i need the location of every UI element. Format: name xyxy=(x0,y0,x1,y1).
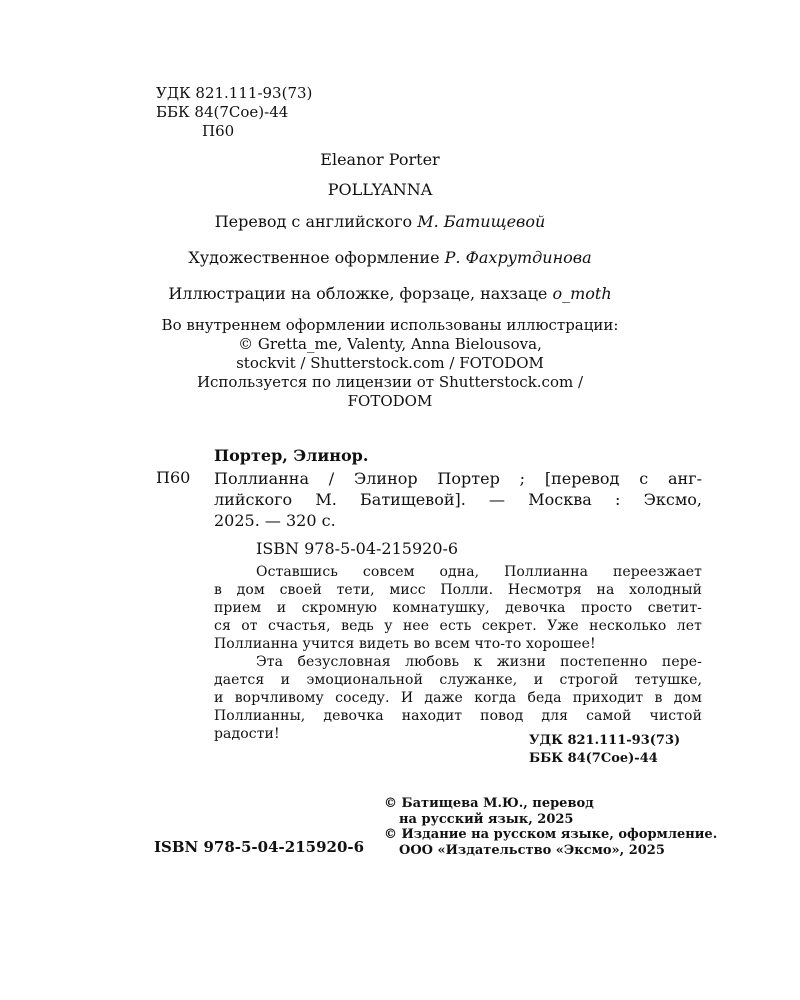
cover-illustrator-name: o_moth xyxy=(552,284,612,303)
catalog-description-line: лийского М. Батищевой]. — Москва : Эксмо, xyxy=(214,490,702,509)
annotation-line: Поллианны, девочка находит повод для самой чистой xyxy=(214,708,702,724)
annotation-line: Эта безусловная любовь к жизни постепенно пере- xyxy=(256,654,702,670)
annotation-line: и ворчливому соседу. И даже когда беда приходит в дом xyxy=(214,690,702,706)
translation-prefix: Перевод с английского xyxy=(214,212,413,231)
annotation-line: радости! xyxy=(214,726,280,742)
inner-illustrations-line: FOTODOM xyxy=(347,392,433,410)
footer-isbn: ISBN 978-5-04-215920-6 xyxy=(154,838,365,856)
annotation-line: прием и скромную комнатушку, девочка просто светит- xyxy=(214,600,702,616)
art-designer-name: Р. Фахрутдинова xyxy=(444,248,592,267)
annotation-line: в дом своей тети, мисс Полли. Несмотря на холодный xyxy=(214,582,702,598)
original-title: POLLYANNA xyxy=(327,180,433,199)
art-design-prefix: Художественное оформление xyxy=(188,248,440,267)
inner-illustrations-line: Во внутреннем оформлении использованы иллюстрации: xyxy=(161,316,619,334)
catalog-heading: Портер, Элинор. xyxy=(214,446,369,465)
copyright-block xyxy=(384,796,717,858)
annotation-line: Поллианна учится видеть во всем что-то хорошее! xyxy=(214,636,596,652)
inner-illustrations-line: stockvit / Shutterstock.com / FOTODOM xyxy=(236,354,544,372)
catalog-description-line: Поллианна / Элинор Портер ; [перевод с анг- xyxy=(214,469,702,488)
copyright-line: © Издание на русском языке, оформление. xyxy=(384,827,718,842)
catalog-sign: П60 xyxy=(156,468,191,487)
copyright-line: © Батищева М.Ю., перевод xyxy=(384,796,594,811)
annotation-line: дается и эмоциональной служанке, и строгой тетушке, xyxy=(214,672,702,688)
author-sign-top: П60 xyxy=(202,122,235,140)
copyright-line: ООО «Издательство «Эксмо», 2025 xyxy=(399,842,665,858)
annotation-line: ся от счастья, ведь у нее есть секрет. Уже несколько лет xyxy=(214,618,702,634)
catalog-annotation xyxy=(214,563,702,743)
inner-illustrations-line: Используется по лицензии от Shutterstock.com / xyxy=(196,373,584,391)
bbk-code-top: ББК 84(7Сое)-44 xyxy=(156,103,289,121)
copyright-line: на русский язык, 2025 xyxy=(399,811,574,827)
catalog-udk: УДК 821.111-93(73) xyxy=(529,733,681,748)
original-author: Eleanor Porter xyxy=(320,150,440,169)
translator-name: М. Батищевой xyxy=(417,212,546,231)
catalog-isbn: ISBN 978-5-04-215920-6 xyxy=(256,539,459,558)
cover-illustration-credit xyxy=(120,284,660,304)
inner-illustrations-line: © Gretta_me, Valenty, Anna Bielousova, xyxy=(238,335,542,353)
annotation-line: Оставшись совсем одна, Поллианна переезжает xyxy=(256,564,702,580)
cover-illustrations-prefix: Иллюстрации на обложке, форзаце, нахзаце xyxy=(168,284,548,303)
inner-illustrations-credit xyxy=(120,316,660,411)
udk-code-top: УДК 821.111-93(73) xyxy=(156,84,313,102)
catalog-bbk: ББК 84(7Сое)-44 xyxy=(529,751,658,766)
translation-credit xyxy=(120,212,640,232)
art-design-credit xyxy=(120,248,660,268)
catalog-description-line: 2025. — 320 с. xyxy=(214,511,336,530)
